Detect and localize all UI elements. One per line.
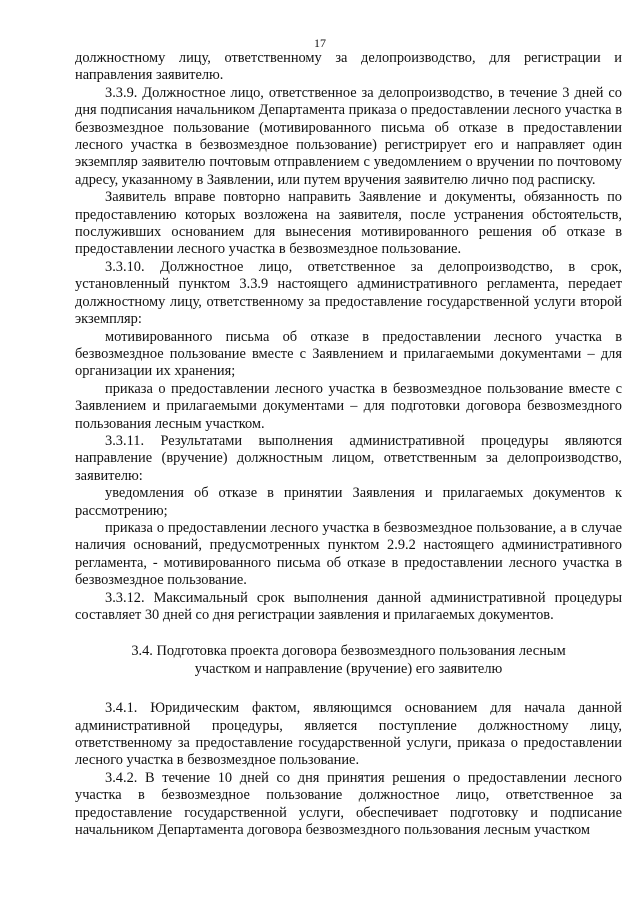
paragraph: должностному лицу, ответственному за делопроизводство, для регистрации и направления заявителю. [75, 50, 622, 84]
paragraph: 3.4.2. В течение 10 дней со дня принятия решения о предоставлении лесного участка в безвозмездное пользование должностное лицо, ответственное за предоставление государственной услуги, обеспечивает подготовку и подписание начальником Департамента договора безвозмездного пользования лесным участком [75, 769, 622, 839]
paragraph: приказа о предоставлении лесного участка в безвозмездное пользование, а в случае наличия оснований, предусмотренных пунктом 2.9.2 настоящего административного регламента, - мотивированного письма об отказе в предоставлении лесного участка в безвозмездное пользование. [75, 519, 622, 589]
paragraph: Заявитель вправе повторно направить Заявление и документы, обязанность по предоставлению которых возложена на заявителя, после устранения обстоятельств, послуживших основанием для вынесения мотивированного решения об отказе в предоставлении лесного участка в безвозмездное пользование. [75, 189, 622, 258]
paragraph: 3.3.12. Максимальный срок выполнения данной административной процедуры составляет 30 дней со дня регистрации заявления и прилагаемых документов. [75, 589, 622, 623]
section-heading: 3.4. Подготовка проекта договора безвозмездного пользования лесным участком и направление (вручение) его заявителю [131, 643, 566, 677]
paragraph: приказа о предоставлении лесного участка в безвозмездное пользование вместе с Заявлением и прилагаемыми документами – для подготовки договора безвозмездного пользования лесным участком. [75, 380, 622, 432]
paragraph: уведомления об отказе в принятии Заявления и прилагаемых документов к рассмотрению; [75, 485, 622, 519]
document-body [75, 50, 622, 839]
paragraph: мотивированного письма об отказе в предоставлении лесного участка в безвозмездное пользование вместе с Заявлением и прилагаемыми документами – для организации их хранения; [75, 328, 622, 380]
paragraph: 3.3.11. Результатами выполнения административной процедуры являются направление (вручение) должностным лицом, ответственным за делопроизводство, заявителю: [75, 432, 622, 484]
page-number: 17 [314, 36, 326, 50]
paragraph: 3.3.9. Должностное лицо, ответственное за делопроизводство, в течение 3 дней со дня подписания начальником Департамента приказа о предоставлении лесного участка в безвозмездное пользование (мотивированного письма об отказе в предоставлении лесного участка в безвозмездное пользование) регистрирует его и направляет один экземпляр заявителю почтовым отправлением с уведомлением о вручении по почтовому адресу, указанному в Заявлении, или путем вручения заявителю лично под расписку. [75, 84, 622, 188]
paragraph: 3.4.1. Юридическим фактом, являющимся основанием для начала данной административной процедуры, является поступление должностному лицу, ответственному за предоставление государственной услуги, приказа о предоставлении лесного участка в безвозмездное пользование. [75, 700, 622, 769]
paragraph: 3.3.10. Должностное лицо, ответственное за делопроизводство, в срок, установленный пунктом 3.3.9 настоящего административного регламента, передает должностному лицу, ответственному за предоставление государственной услуги второй экземпляр: [75, 258, 622, 328]
